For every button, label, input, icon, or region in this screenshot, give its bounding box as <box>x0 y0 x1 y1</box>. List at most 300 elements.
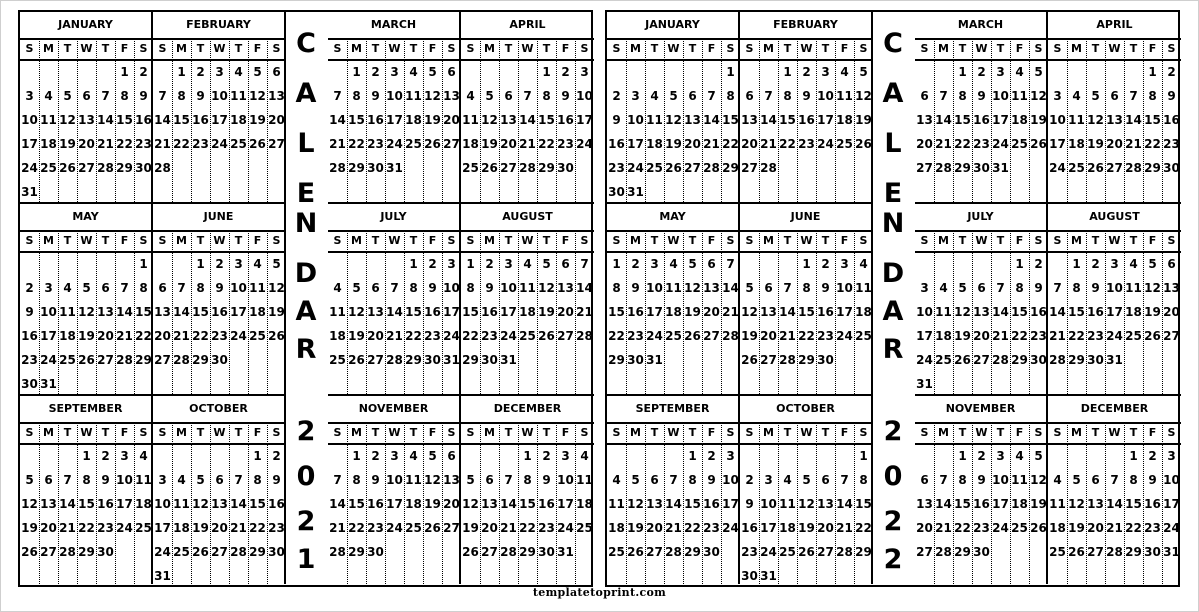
weekday-label: F <box>1148 42 1157 55</box>
day-cell: 25 <box>935 353 952 367</box>
weekday-label: W <box>80 426 93 439</box>
day-cell: 28 <box>935 161 952 175</box>
day-cell: 27 <box>646 545 663 559</box>
day-cell: 6 <box>101 281 110 295</box>
weekday-label: W <box>667 42 680 55</box>
weekday-label: W <box>388 234 401 247</box>
day-cell: 12 <box>1087 113 1104 127</box>
day-cell: 8 <box>802 281 811 295</box>
day-cell: 3 <box>390 65 399 79</box>
day-cell: 26 <box>462 545 479 559</box>
weekday-label: W <box>80 42 93 55</box>
day-cell: 31 <box>154 569 171 583</box>
weekday-label: S <box>25 234 34 247</box>
day-cell: 19 <box>348 329 365 343</box>
day-cell: 27 <box>367 353 384 367</box>
day-cell: 22 <box>1011 329 1028 343</box>
weekday-header <box>915 422 1046 445</box>
day-cell: 17 <box>817 113 834 127</box>
day-cell: 26 <box>684 329 701 343</box>
day-cell: 10 <box>500 281 517 295</box>
day-cell: 26 <box>21 545 38 559</box>
day-cell: 27 <box>973 353 990 367</box>
weekday-label: S <box>612 426 621 439</box>
day-cell: 31 <box>40 377 57 391</box>
day-cell: 23 <box>608 161 625 175</box>
day-cell: 7 <box>158 89 167 103</box>
day-cell: 5 <box>352 281 361 295</box>
month-september <box>20 396 153 584</box>
weekday-label: F <box>253 42 262 55</box>
day-cell: 16 <box>557 113 574 127</box>
day-cell: 24 <box>557 521 574 535</box>
day-cell: 29 <box>462 353 479 367</box>
day-cell: 5 <box>253 65 262 79</box>
day-cell: 16 <box>1144 497 1161 511</box>
day-cell: 27 <box>481 545 498 559</box>
day-cell: 8 <box>1148 89 1157 103</box>
day-cell: 26 <box>1030 521 1047 535</box>
day-cell: 4 <box>333 281 342 295</box>
weekday-label: W <box>213 426 226 439</box>
day-cell: 18 <box>329 329 346 343</box>
day-cell: 22 <box>1125 521 1142 535</box>
day-cell: 1 <box>958 449 967 463</box>
day-cell: 4 <box>1015 65 1024 79</box>
day-cell: 15 <box>722 113 739 127</box>
day-cell: 25 <box>405 521 422 535</box>
weekday-label: S <box>466 42 475 55</box>
day-cell: 11 <box>836 89 853 103</box>
weekday-label: M <box>1071 42 1082 55</box>
day-cell: 15 <box>1144 113 1161 127</box>
day-cell: 11 <box>1068 113 1085 127</box>
day-cell: 3 <box>1053 89 1062 103</box>
day-cell: 29 <box>405 353 422 367</box>
weekday-label: T <box>234 426 243 439</box>
day-cell: 3 <box>234 257 243 271</box>
day-cell: 5 <box>485 89 494 103</box>
day-cell: 17 <box>443 305 460 319</box>
day-cell: 19 <box>1144 305 1161 319</box>
day-cell: 2 <box>1091 257 1100 271</box>
day-cell: 18 <box>665 305 682 319</box>
day-cell: 19 <box>59 137 76 151</box>
day-cell: 14 <box>935 113 952 127</box>
day-cell: 9 <box>371 89 380 103</box>
weekday-label: S <box>272 42 281 55</box>
day-cell: 27 <box>1087 545 1104 559</box>
day-cell: 14 <box>173 305 190 319</box>
day-cell: 17 <box>500 305 517 319</box>
weekday-label: S <box>859 42 868 55</box>
day-cell: 24 <box>916 353 933 367</box>
weekday-label: T <box>234 234 243 247</box>
day-cell: 23 <box>424 329 441 343</box>
day-cell: 7 <box>1129 89 1138 103</box>
day-cell: 3 <box>120 449 129 463</box>
weekday-label: M <box>763 234 774 247</box>
day-cell: 26 <box>424 521 441 535</box>
weekday-label: T <box>958 42 967 55</box>
weekday-label: T <box>996 42 1005 55</box>
day-cell: 15 <box>173 113 190 127</box>
weekday-label: T <box>783 234 792 247</box>
day-cell: 2 <box>612 89 621 103</box>
day-cell: 25 <box>665 329 682 343</box>
day-cell: 9 <box>101 473 110 487</box>
day-cell: 4 <box>44 89 53 103</box>
day-cell: 11 <box>405 473 422 487</box>
day-cell: 13 <box>817 497 834 511</box>
day-cell: 17 <box>557 497 574 511</box>
day-cell: 23 <box>481 329 498 343</box>
day-cell: 1 <box>612 257 621 271</box>
day-cell: 10 <box>386 473 403 487</box>
day-cell: 14 <box>329 497 346 511</box>
day-cell: 31 <box>992 161 1009 175</box>
day-cell: 13 <box>443 473 460 487</box>
weekday-label: M <box>1071 426 1082 439</box>
day-cell: 13 <box>973 305 990 319</box>
day-cell: 4 <box>177 473 186 487</box>
day-cell: 27 <box>703 329 720 343</box>
day-cell: 5 <box>688 257 697 271</box>
day-cell: 24 <box>211 137 228 151</box>
day-cell: 22 <box>608 329 625 343</box>
day-cell: 30 <box>608 185 625 199</box>
weekday-label: T <box>504 426 513 439</box>
day-cell: 21 <box>329 137 346 151</box>
day-cell: 19 <box>684 305 701 319</box>
day-cell: 1 <box>352 449 361 463</box>
weekday-label: F <box>561 42 570 55</box>
day-cell: 20 <box>646 521 663 535</box>
day-cell: 3 <box>764 473 773 487</box>
month-february <box>153 12 286 204</box>
day-cell: 11 <box>230 89 247 103</box>
title-letter: N <box>294 208 318 239</box>
day-cell: 4 <box>466 89 475 103</box>
day-cell: 16 <box>211 305 228 319</box>
day-cell: 26 <box>348 353 365 367</box>
day-cell: 2 <box>542 449 551 463</box>
day-cell: 5 <box>82 281 91 295</box>
weekday-label: S <box>1167 234 1176 247</box>
day-cell: 27 <box>741 161 758 175</box>
day-cell: 30 <box>973 161 990 175</box>
weekday-label: T <box>783 426 792 439</box>
day-cell: 30 <box>538 545 555 559</box>
weekday-header <box>153 38 284 61</box>
day-cell: 1 <box>253 449 262 463</box>
weekday-label: T <box>650 42 659 55</box>
day-cell: 12 <box>684 281 701 295</box>
day-cell: 16 <box>424 305 441 319</box>
day-cell: 2 <box>25 281 34 295</box>
day-cell: 7 <box>939 89 948 103</box>
month-july <box>915 204 1048 396</box>
day-cell: 3 <box>25 89 34 103</box>
day-cell: 23 <box>192 137 209 151</box>
month-january <box>20 12 153 204</box>
day-cell: 2 <box>428 257 437 271</box>
title-letter: L <box>884 128 902 159</box>
day-cell: 14 <box>329 113 346 127</box>
weekday-label: S <box>158 234 167 247</box>
day-cell: 13 <box>97 305 114 319</box>
day-cell: 27 <box>78 161 95 175</box>
day-cell: 18 <box>173 521 190 535</box>
day-cell: 20 <box>557 305 574 319</box>
day-cell: 21 <box>935 521 952 535</box>
weekday-label: S <box>447 42 456 55</box>
day-cell: 31 <box>627 185 644 199</box>
weekday-label: T <box>409 426 418 439</box>
weekday-label: S <box>920 426 929 439</box>
weekday-label: S <box>333 234 342 247</box>
day-cell: 1 <box>783 65 792 79</box>
month-name: JULY <box>328 204 459 232</box>
day-cell: 18 <box>59 329 76 343</box>
day-cell: 24 <box>40 353 57 367</box>
day-cell: 3 <box>996 65 1005 79</box>
day-cell: 26 <box>1030 137 1047 151</box>
month-name: MARCH <box>328 12 459 40</box>
day-cell: 28 <box>116 353 133 367</box>
day-cell: 3 <box>561 449 570 463</box>
day-cell: 14 <box>760 113 777 127</box>
month-march <box>915 12 1048 204</box>
month-april <box>1048 12 1181 204</box>
day-cell: 24 <box>576 137 593 151</box>
day-cell: 30 <box>703 545 720 559</box>
day-cell: 5 <box>428 65 437 79</box>
title-letter: 2 <box>883 416 903 447</box>
day-cell: 14 <box>576 281 593 295</box>
day-cell: 12 <box>798 497 815 511</box>
day-cell: 16 <box>481 305 498 319</box>
weekday-label: T <box>234 42 243 55</box>
month-name: AUGUST <box>461 204 594 232</box>
title-letter: R <box>882 334 904 365</box>
weekday-label: S <box>139 234 148 247</box>
title-column-2022 <box>873 12 913 585</box>
day-cell: 15 <box>779 113 796 127</box>
day-cell: 8 <box>1015 281 1024 295</box>
day-cell: 25 <box>249 329 266 343</box>
day-cell: 10 <box>836 281 853 295</box>
day-cell: 17 <box>386 113 403 127</box>
day-cell: 12 <box>954 305 971 319</box>
month-name: AUGUST <box>1048 204 1181 232</box>
title-letter: R <box>295 334 317 365</box>
day-cell: 10 <box>386 89 403 103</box>
day-cell: 9 <box>612 113 621 127</box>
day-cell: 4 <box>612 473 621 487</box>
day-cell: 4 <box>253 257 262 271</box>
day-cell: 29 <box>538 161 555 175</box>
day-cell: 15 <box>405 305 422 319</box>
calendar-2021 <box>18 10 593 587</box>
day-cell: 1 <box>1015 257 1024 271</box>
day-cell: 20 <box>443 113 460 127</box>
day-cell: 22 <box>798 329 815 343</box>
day-cell: 30 <box>627 353 644 367</box>
day-cell: 9 <box>215 281 224 295</box>
day-cell: 18 <box>935 329 952 343</box>
day-cell: 25 <box>405 137 422 151</box>
day-cell: 22 <box>462 329 479 343</box>
day-cell: 18 <box>40 137 57 151</box>
day-cell: 1 <box>196 257 205 271</box>
day-cell: 19 <box>424 113 441 127</box>
weekday-label: M <box>176 426 187 439</box>
month-name: FEBRUARY <box>153 12 284 40</box>
weekday-label: M <box>43 42 54 55</box>
day-cell: 16 <box>21 329 38 343</box>
day-cell: 19 <box>1030 497 1047 511</box>
month-name: JUNE <box>740 204 871 232</box>
day-cell: 25 <box>836 137 853 151</box>
day-cell: 29 <box>192 353 209 367</box>
day-cell: 15 <box>348 497 365 511</box>
weekday-label: T <box>958 426 967 439</box>
weekday-header <box>1048 422 1181 445</box>
day-cell: 18 <box>249 305 266 319</box>
day-cell: 5 <box>1034 449 1043 463</box>
weekday-label: W <box>80 234 93 247</box>
month-name: SEPTEMBER <box>20 396 151 424</box>
day-cell: 10 <box>211 89 228 103</box>
day-cell: 2 <box>745 473 754 487</box>
weekday-label: M <box>630 426 641 439</box>
title-letter: 2 <box>883 506 903 537</box>
title-letter: L <box>297 128 315 159</box>
day-cell: 2 <box>802 65 811 79</box>
weekday-label: F <box>1148 234 1157 247</box>
day-cell: 20 <box>973 329 990 343</box>
day-cell: 29 <box>722 161 739 175</box>
weekday-label: W <box>388 42 401 55</box>
day-cell: 7 <box>726 257 735 271</box>
day-cell: 7 <box>101 89 110 103</box>
weekday-label: T <box>958 234 967 247</box>
day-cell: 27 <box>97 353 114 367</box>
title-letter: C <box>883 28 903 59</box>
day-cell: 9 <box>1091 281 1100 295</box>
day-cell: 7 <box>669 473 678 487</box>
day-cell: 9 <box>196 89 205 103</box>
day-cell: 20 <box>78 137 95 151</box>
day-cell: 10 <box>557 473 574 487</box>
day-cell: 31 <box>646 353 663 367</box>
month-name: OCTOBER <box>740 396 871 424</box>
calendar-2022 <box>605 10 1180 587</box>
day-cell: 27 <box>684 161 701 175</box>
day-cell: 8 <box>542 89 551 103</box>
day-cell: 21 <box>935 137 952 151</box>
month-june <box>740 204 873 396</box>
day-cell: 24 <box>992 137 1009 151</box>
day-cell: 13 <box>916 497 933 511</box>
day-cell: 13 <box>684 113 701 127</box>
day-cell: 23 <box>557 137 574 151</box>
day-cell: 25 <box>329 353 346 367</box>
day-cell: 22 <box>519 521 536 535</box>
weekday-label: F <box>1015 426 1024 439</box>
weekday-label: F <box>120 426 129 439</box>
day-cell: 12 <box>627 497 644 511</box>
weekday-label: W <box>213 234 226 247</box>
day-cell: 12 <box>855 89 872 103</box>
day-cell: 1 <box>409 257 418 271</box>
day-cell: 29 <box>954 545 971 559</box>
day-cell: 7 <box>234 473 243 487</box>
month-name: FEBRUARY <box>740 12 871 40</box>
day-cell: 12 <box>1144 281 1161 295</box>
title-letter: A <box>882 78 904 109</box>
weekday-label: M <box>176 234 187 247</box>
day-cell: 11 <box>462 113 479 127</box>
day-cell: 20 <box>367 329 384 343</box>
weekday-header <box>328 38 459 61</box>
day-cell: 17 <box>992 113 1009 127</box>
day-cell: 5 <box>466 473 475 487</box>
day-cell: 25 <box>855 329 872 343</box>
day-cell: 20 <box>1087 521 1104 535</box>
day-cell: 29 <box>855 545 872 559</box>
day-cell: 2 <box>821 257 830 271</box>
weekday-header <box>20 422 151 445</box>
day-cell: 11 <box>249 281 266 295</box>
weekday-label: S <box>726 42 735 55</box>
day-cell: 1 <box>688 449 697 463</box>
weekday-label: T <box>504 42 513 55</box>
day-cell: 14 <box>836 497 853 511</box>
title-letter: D <box>294 258 318 289</box>
weekday-header <box>740 422 871 445</box>
day-cell: 10 <box>916 305 933 319</box>
day-cell: 30 <box>424 353 441 367</box>
day-cell: 7 <box>1053 281 1062 295</box>
weekday-label: F <box>428 234 437 247</box>
day-cell: 2 <box>977 65 986 79</box>
day-cell: 20 <box>40 521 57 535</box>
weekday-label: S <box>726 234 735 247</box>
day-cell: 18 <box>836 113 853 127</box>
day-cell: 8 <box>82 473 91 487</box>
month-name: NOVEMBER <box>915 396 1046 424</box>
day-cell: 21 <box>665 521 682 535</box>
day-cell: 5 <box>272 257 281 271</box>
day-cell: 9 <box>25 305 34 319</box>
weekday-header <box>153 422 284 445</box>
day-cell: 12 <box>21 497 38 511</box>
day-cell: 26 <box>268 329 285 343</box>
day-cell: 21 <box>329 521 346 535</box>
weekday-label: S <box>859 426 868 439</box>
day-cell: 5 <box>1091 89 1100 103</box>
day-cell: 22 <box>348 137 365 151</box>
day-cell: 13 <box>367 305 384 319</box>
day-cell: 24 <box>116 521 133 535</box>
day-cell: 31 <box>1106 353 1123 367</box>
day-cell: 23 <box>135 137 152 151</box>
day-cell: 25 <box>1011 137 1028 151</box>
day-cell: 24 <box>646 329 663 343</box>
day-cell: 12 <box>348 305 365 319</box>
